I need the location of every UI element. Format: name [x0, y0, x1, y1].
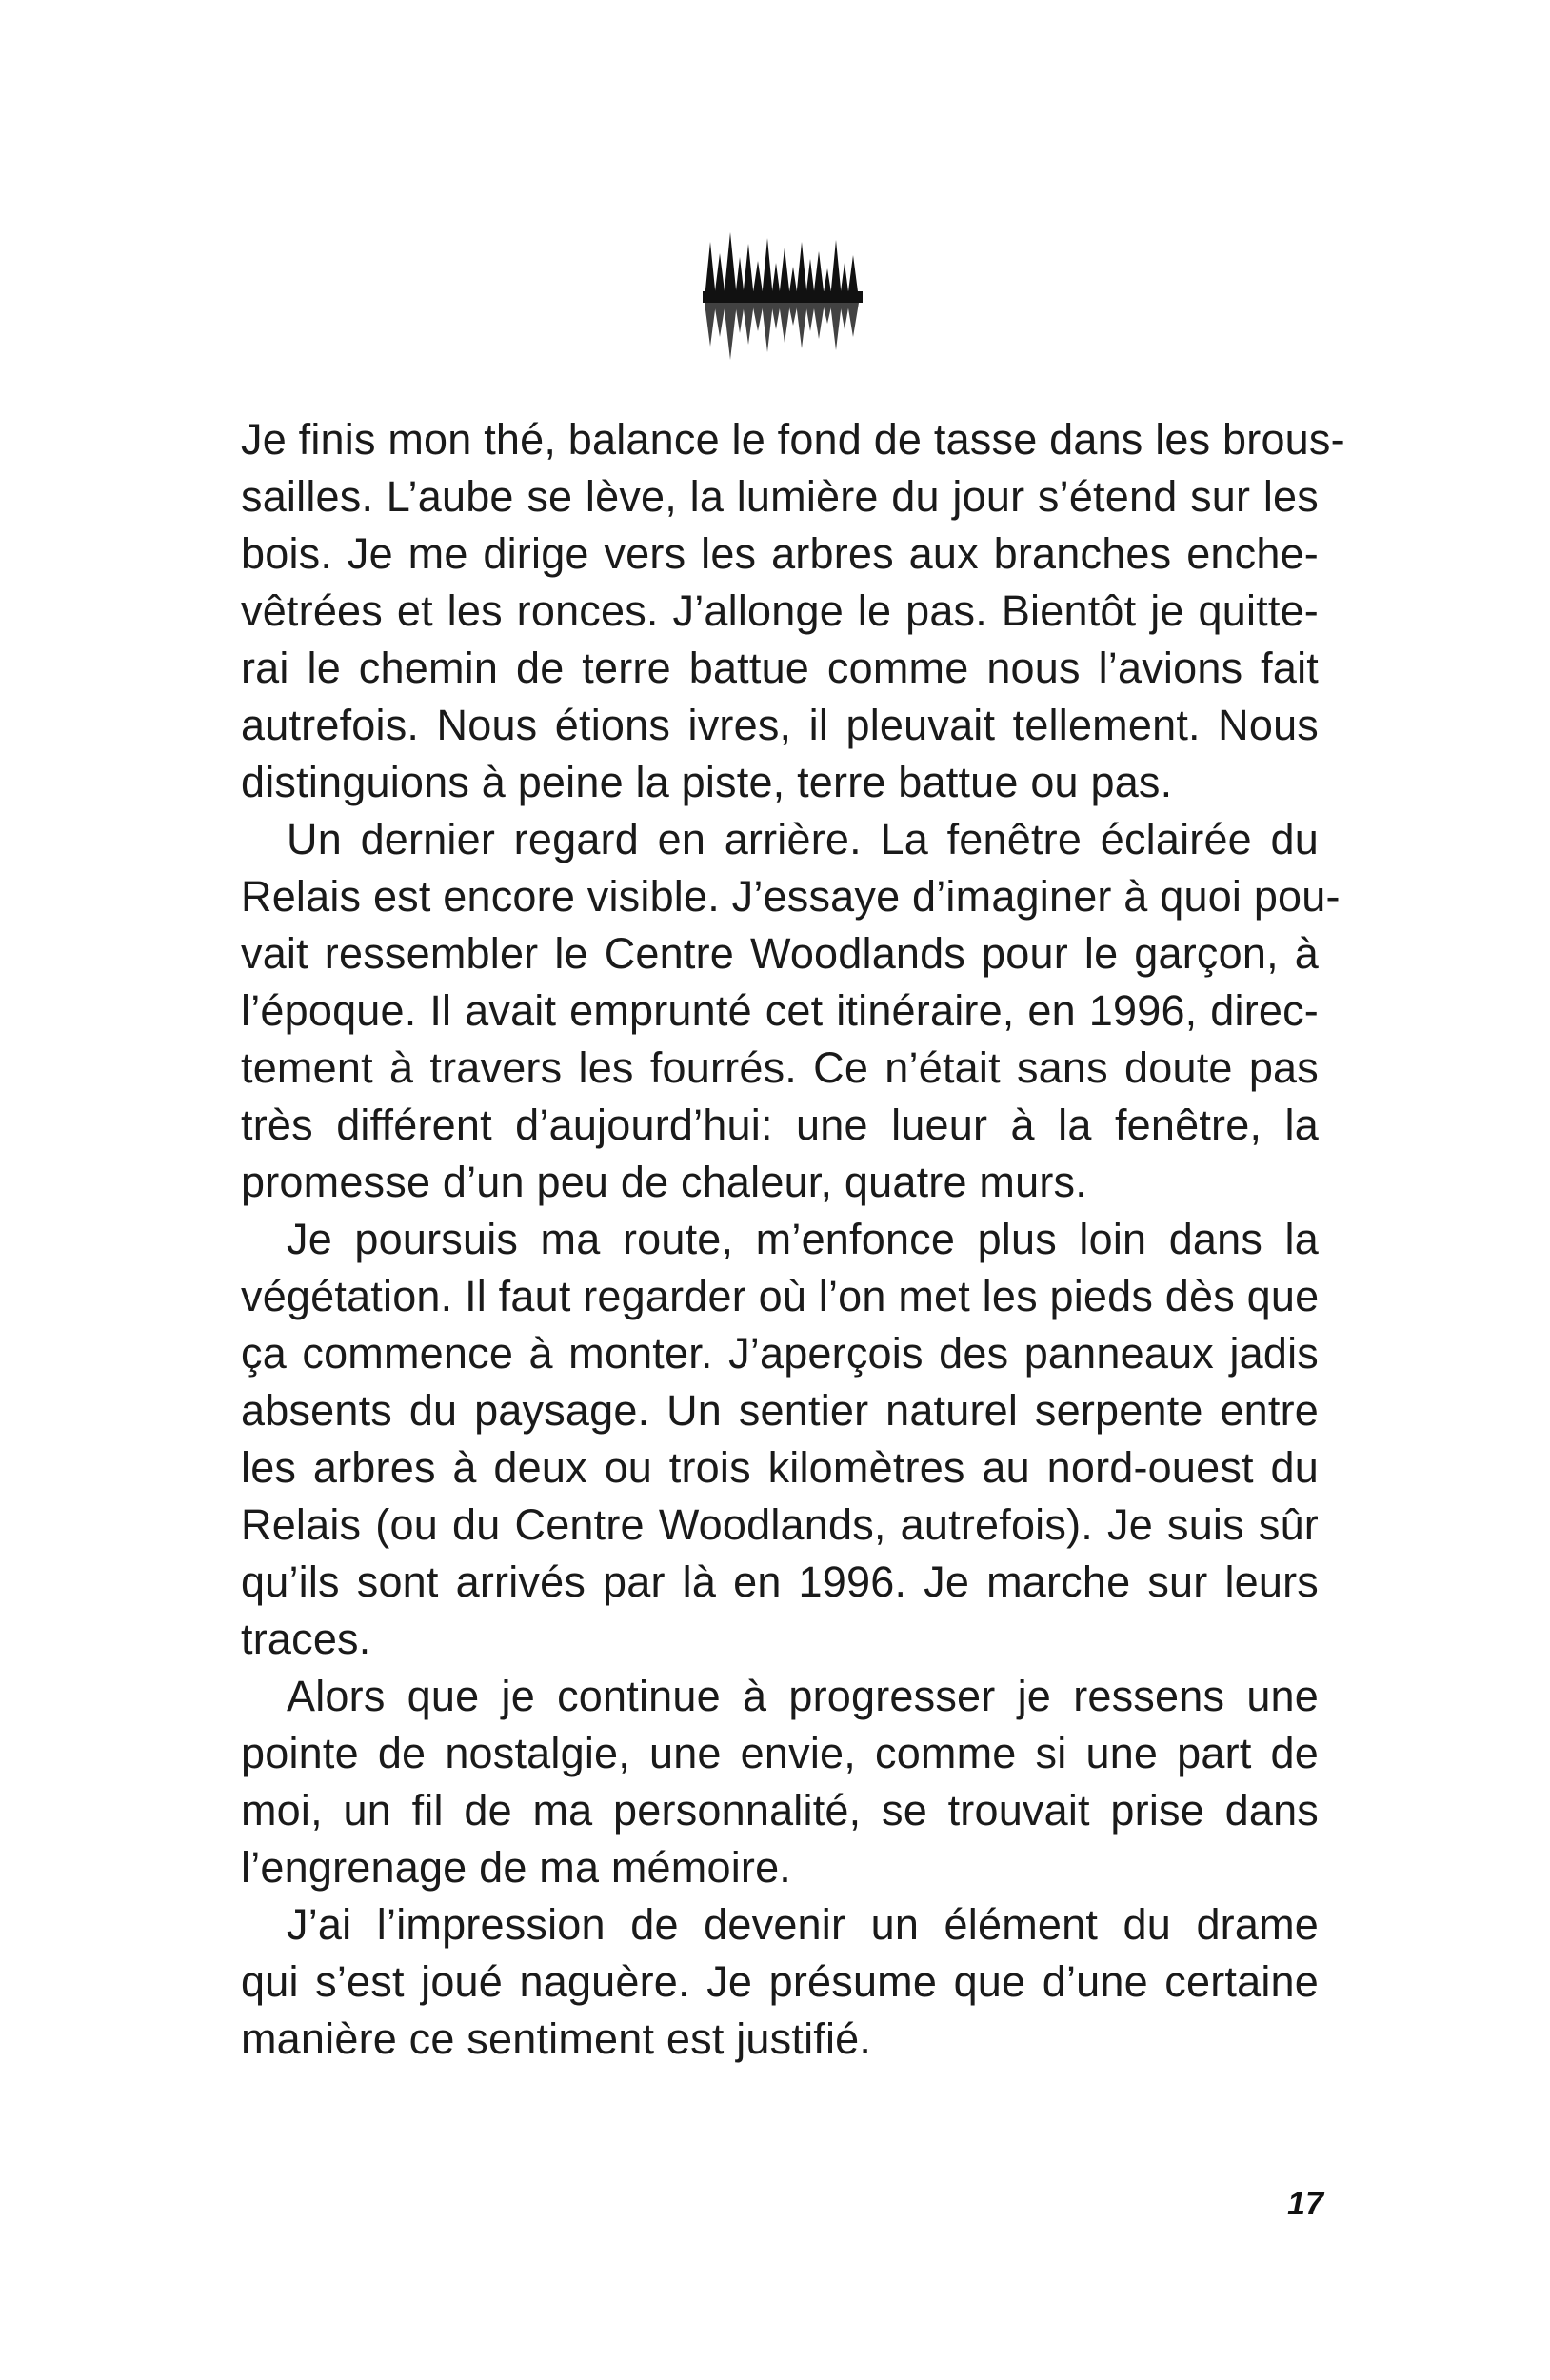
text-line: vêtrées et les ronces. J’allonge le pas. Bientôt je quitte- [241, 586, 1319, 635]
text-line: l’engrenage de ma mémoire. [241, 1843, 792, 1892]
text-line: vait ressembler le Centre Woodlands pour le garçon, à [241, 929, 1319, 978]
text-line: distinguions à peine la piste, terre battue ou pas. [241, 758, 1173, 806]
paragraph [241, 811, 1341, 1211]
text-line: traces. [241, 1615, 371, 1663]
text-line: Relais est encore visible. J’essaye d’imaginer à quoi pou- [241, 872, 1341, 921]
text-line: Relais (ou du Centre Woodlands, autrefois). Je suis sûr [241, 1500, 1319, 1549]
text-line: manière ce sentiment est justifié. [241, 2014, 872, 2063]
text-line: Je poursuis ma route, m’enfonce plus loin dans la [287, 1215, 1319, 1263]
body-text [241, 411, 1345, 2068]
paragraph [241, 1896, 1319, 2068]
text-line: très différent d’aujourd’hui: une lueur à la fenêtre, la [241, 1101, 1319, 1149]
text-line: pointe de nostalgie, une envie, comme si une part de [241, 1729, 1319, 1777]
paragraph [241, 1668, 1319, 1896]
text-line: bois. Je me dirige vers les arbres aux branches enche- [241, 529, 1319, 578]
text-line: promesse d’un peu de chaleur, quatre murs. [241, 1158, 1087, 1206]
text-line: absents du paysage. Un sentier naturel serpente entre [241, 1386, 1319, 1435]
text-line: sailles. L’aube se lève, la lumière du jour s’étend sur les [241, 472, 1319, 521]
page-number: 17 [1287, 2186, 1323, 2222]
text-line: rai le chemin de terre battue comme nous l’avions fait [241, 644, 1319, 692]
text-line: l’époque. Il avait emprunté cet itinéraire, en 1996, direc- [241, 986, 1319, 1035]
text-line: J’ai l’impression de devenir un élément du drame [287, 1900, 1319, 1949]
text-line: végétation. Il faut regarder où l’on met les pieds dès que [241, 1272, 1320, 1320]
text-line: tement à travers les fourrés. Ce n’était sans doute pas [241, 1043, 1319, 1092]
text-line: ça commence à monter. J’aperçois des panneaux jadis [241, 1329, 1319, 1378]
text-line: Je finis mon thé, balance le fond de tasse dans les brous- [241, 415, 1345, 464]
text-line: qui s’est joué naguère. Je présume que d’une certaine [241, 1957, 1319, 2006]
text-line: les arbres à deux ou trois kilomètres au nord-ouest du [241, 1443, 1319, 1492]
pine-forest-ornament [686, 225, 876, 367]
text-line: autrefois. Nous étions ivres, il pleuvait tellement. Nous [241, 701, 1319, 749]
text-line: Un dernier regard en arrière. La fenêtre éclairée du [287, 815, 1319, 863]
paragraph [241, 1211, 1319, 1668]
paragraph [241, 411, 1345, 811]
pine-forest-reflection-icon [686, 225, 876, 367]
text-line: moi, un fil de ma personnalité, se trouvait prise dans [241, 1786, 1319, 1835]
text-line: qu’ils sont arrivés par là en 1996. Je marche sur leurs [241, 1557, 1319, 1606]
text-line: Alors que je continue à progresser je ressens une [287, 1672, 1319, 1720]
